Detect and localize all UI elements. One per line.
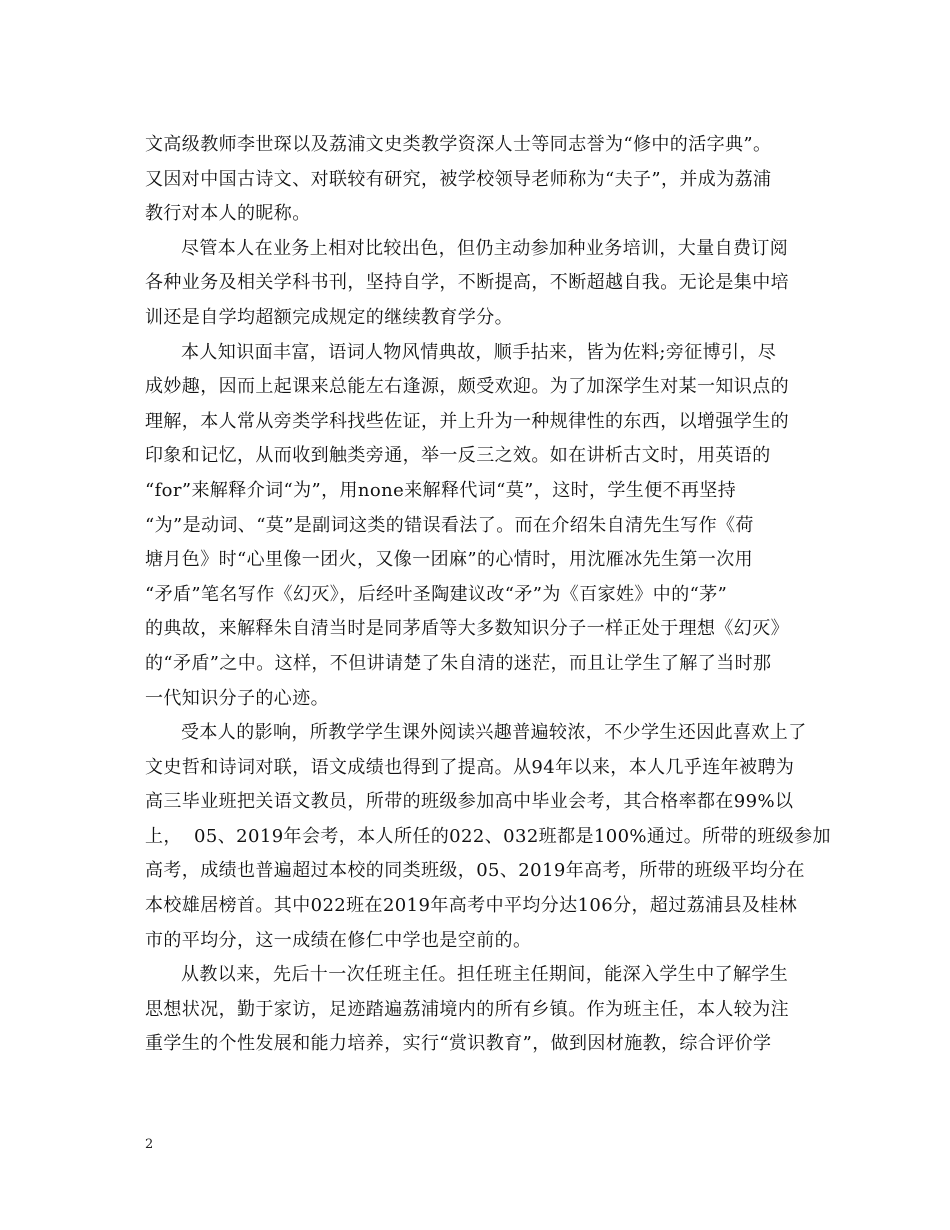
- text-line: 训还是自学均超额完成规定的继续教育学分。: [145, 306, 513, 328]
- text-line: 又因对中国古诗文、对联较有研究，被学校领导老师称为“夫子”，并成为荔浦: [145, 168, 772, 190]
- text-line: 各种业务及相关学科书刊，坚持自学，不断提高，不断超越自我。无论是集中培: [145, 272, 789, 294]
- text-line: 文史哲和诗词对联，语文成绩也得到了提高。从94年以来，本人几乎连年被聘为: [145, 756, 795, 778]
- text-line: “为”是动词、“莫”是副词这类的错误看法了。而在介绍朱自清先生写作《荷: [145, 514, 754, 536]
- text-line: 上， 05、2019年会考，本人所任的022、032班都是100%通过。所带的班级参加: [145, 825, 831, 847]
- text-line: 的典故，来解释朱自清当时是同茅盾等大多数知识分子一样正处于理想《幻灭》: [145, 618, 789, 640]
- text-line: 理解，本人常从旁类学科找些佐证，并上升为一种规律性的东西，以增强学生的: [145, 410, 789, 432]
- text-line: 成妙趣，因而上起课来总能左右逢源，颇受欢迎。为了加深学生对某一知识点的: [145, 376, 789, 398]
- text-line: “for”来解释介词“为”，用none来解释代词“莫”，这时，学生便不再坚持: [145, 479, 737, 501]
- document-body: [145, 128, 831, 1062]
- text-line: 思想状况，勤于家访，足迹踏遍荔浦境内的所有乡镇。作为班主任，本人较为注: [145, 998, 789, 1020]
- paragraph-first-line: 受本人的影响，所教学学生课外阅读兴趣普遍较浓，不少学生还因此喜欢上了: [181, 722, 807, 744]
- text-line: 的“矛盾”之中。这样，不但讲请楚了朱自清的迷茫，而且让学生了解了当时那: [145, 652, 772, 674]
- paragraph-first-line: 尽管本人在业务上相对比较出色，但仍主动参加种业务培训，大量自费订阅: [181, 237, 789, 259]
- text-line: 一代知识分子的心迹。: [145, 687, 329, 709]
- text-line: “矛盾”笔名写作《幻灭》，后经叶圣陶建议改“矛”为《百家姓》中的“茅”: [145, 583, 728, 605]
- page-number: 2: [145, 1137, 154, 1152]
- text-line: 市的平均分，这一成绩在修仁中学也是空前的。: [145, 929, 532, 951]
- text-line: 高考，成绩也普遍超过本校的同类班级，05、2019年高考，所带的班级平均分在: [145, 860, 805, 882]
- text-line: 印象和记忆，从而收到触类旁通，举一反三之效。如在讲析古文时，用英语的: [145, 445, 771, 467]
- text-line: 文高级教师李世琛以及荔浦文史类教学资深人士等同志誉为“修中的活字典”。: [145, 134, 772, 155]
- text-line: 高三毕业班把关语文教员，所带的班级参加高中毕业会考，其合格率都在99%以: [145, 791, 794, 813]
- text-line: 塘月色》时“心里像一团火，又像一团麻”的心情时，用沈雁冰先生第一次用: [145, 549, 754, 571]
- text-line: 教行对本人的昵称。: [145, 203, 311, 225]
- paragraph-first-line: 本人知识面丰富，语词人物风情典故，顺手拈来，皆为佐料;旁征博引，尽: [181, 341, 777, 363]
- paragraph-first-line: 从教以来，先后十一次任班主任。担任班主任期间，能深入学生中了解学生: [181, 964, 789, 986]
- text-line: 重学生的个性发展和能力培养，实行“赏识教育”，做到因材施教，综合评价学: [145, 1033, 772, 1055]
- text-line: 本校雄居榜首。其中022班在2019年高考中平均分达106分，超过荔浦县及桂林: [145, 895, 798, 917]
